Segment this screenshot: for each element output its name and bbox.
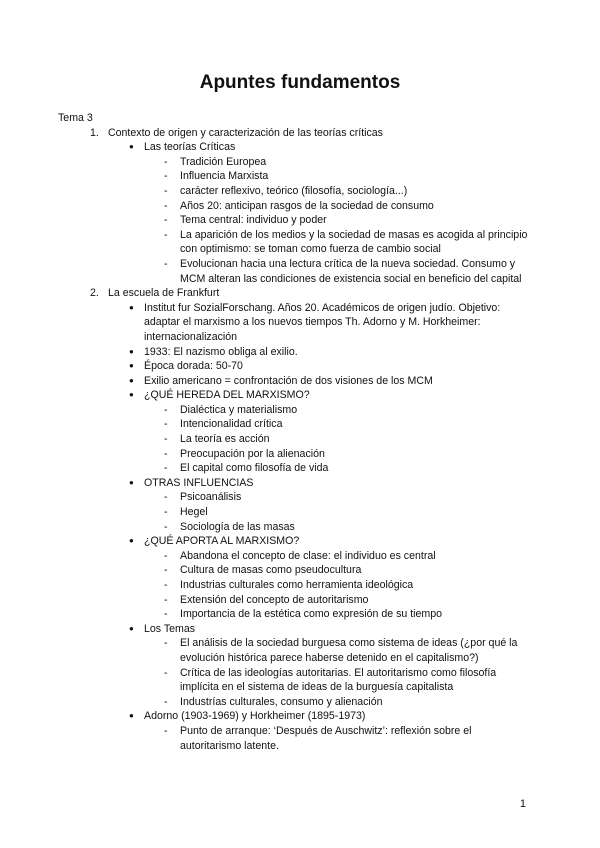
dash-text: Dialéctica y materialismo: [180, 403, 298, 416]
bullet-text: 1933: El nazismo obliga al exilio.: [144, 345, 298, 358]
numbered-item: [58, 286, 528, 301]
dash-text: Influencia Marxista: [180, 170, 269, 183]
dash-item: [58, 447, 528, 462]
bullet-text: Exilio americano = confrontación de dos visiones de los MCM: [144, 374, 433, 387]
dash-icon: -: [164, 257, 168, 270]
dash-text: Abandona el concepto de clase: el individuo es central: [180, 549, 436, 562]
bullet-text: Los Temas: [144, 622, 196, 635]
bullet-item: [58, 301, 528, 345]
item-number: 2.: [90, 287, 99, 300]
dash-text: carácter reflexivo, teórico (filosofía, sociología...): [180, 184, 408, 197]
dash-icon: -: [164, 564, 168, 577]
dash-text: Preocupación por la alienación: [180, 447, 325, 460]
dash-item: [58, 155, 528, 170]
dash-icon: -: [164, 506, 168, 519]
dash-icon: -: [164, 155, 168, 168]
dash-icon: -: [164, 228, 168, 241]
dash-item: [58, 724, 528, 753]
dash-text: Sociología de las masas: [180, 520, 295, 533]
dash-text: Hegel: [180, 506, 208, 519]
dash-icon: -: [164, 724, 168, 737]
dash-text: Industrías culturales, consumo y alienación: [180, 695, 383, 708]
bullet-text: Institut fur SozialForschang. Años 20. Académicos de origen judío. Objetivo: adaptar el marxismo a los nuevos tiempos Th. Adorno y M. Horkheimer: internacionalización: [144, 301, 501, 343]
dash-item: [58, 228, 528, 257]
dash-item: [58, 520, 528, 535]
bullet-text: Época dorada: 50-70: [144, 360, 243, 373]
dash-text: Importancia de la estética como expresión de su tiempo: [180, 608, 443, 621]
dash-item: [58, 549, 528, 564]
bullet-icon: ●: [129, 142, 134, 152]
dash-icon: -: [164, 491, 168, 504]
dash-text: Evolucionan hacia una lectura crítica de la nueva sociedad. Consumo y MCM alteran las condiciones de existencia social en beneficio del capital: [180, 257, 522, 285]
dash-text: Tradición Europea: [180, 155, 267, 168]
bullet-item: [58, 345, 528, 360]
dash-item: [58, 213, 528, 228]
bullet-icon: ●: [129, 346, 134, 356]
dash-item: [58, 169, 528, 184]
dash-icon: -: [164, 418, 168, 431]
bullet-item: [58, 140, 528, 155]
dash-item: [58, 432, 528, 447]
item-text: La escuela de Frankfurt: [108, 287, 220, 300]
bullet-text: OTRAS INFLUENCIAS: [144, 476, 254, 489]
bullet-item: [58, 359, 528, 374]
dash-item: [58, 184, 528, 199]
dash-item: [58, 578, 528, 593]
item-number: 1.: [90, 126, 99, 139]
dash-item: [58, 403, 528, 418]
dash-text: El capital como filosofía de vida: [180, 462, 329, 475]
bullet-text: Adorno (1903-1969) y Horkheimer (1895-1973): [144, 710, 366, 723]
dash-icon: -: [164, 549, 168, 562]
bullet-item: [58, 534, 528, 549]
dash-icon: -: [164, 403, 168, 416]
dash-item: [58, 636, 528, 665]
bullet-icon: ●: [129, 711, 134, 721]
dash-icon: -: [164, 447, 168, 460]
dash-text: La aparición de los medios y la sociedad de masas es acogida al principio con optimismo: se toman como fuerza de cambio social: [180, 228, 528, 256]
dash-text: Años 20: anticipan rasgos de la sociedad de consumo: [180, 199, 434, 212]
dash-text: Cultura de masas como pseudocultura: [180, 564, 362, 577]
dash-item: [58, 461, 528, 476]
bullet-item: [58, 476, 528, 491]
dash-text: Punto de arranque: ‘Después de Auschwitz’: reflexión sobre el autoritarismo latente.: [180, 724, 472, 752]
bullet-icon: ●: [129, 361, 134, 371]
dash-text: Extensión del concepto de autoritarismo: [180, 593, 369, 606]
dash-icon: -: [164, 637, 168, 650]
item-text: Contexto de origen y caracterización de las teorías críticas: [108, 126, 383, 139]
dash-icon: -: [164, 666, 168, 679]
dash-icon: -: [164, 579, 168, 591]
bullet-icon: ●: [129, 477, 134, 487]
bullet-icon: ●: [129, 302, 134, 312]
dash-item: [58, 417, 528, 432]
document-body: [58, 111, 528, 753]
bullet-text: Las teorías Críticas: [144, 141, 236, 154]
dash-icon: -: [164, 199, 168, 212]
dash-text: Tema central: individuo y poder: [180, 214, 327, 227]
dash-item: [58, 505, 528, 520]
outline: [58, 126, 528, 754]
dash-icon: -: [164, 695, 168, 708]
dash-text: Crítica de las ideologías autoritarias. El autoritarismo como filosofía implícita en el sistema de ideas de la burguesía capitalista: [180, 666, 497, 694]
bullet-item: [58, 709, 528, 724]
page-number: 1: [519, 798, 526, 810]
bullet-text: ¿QUÉ APORTA AL MARXISMO?: [144, 535, 300, 548]
dash-icon: -: [164, 608, 168, 621]
dash-item: [58, 593, 528, 608]
bullet-icon: ●: [129, 536, 134, 546]
dash-text: La teoría es acción: [180, 433, 270, 446]
document-title: Apuntes fundamentos: [199, 72, 401, 93]
section-heading: Tema 3: [58, 112, 93, 124]
dash-item: [58, 199, 528, 214]
dash-text: Industrias culturales como herramienta ideológica: [180, 579, 414, 591]
bullet-item: [58, 388, 528, 403]
dash-item: [58, 695, 528, 710]
dash-icon: -: [164, 593, 168, 606]
dash-icon: -: [164, 462, 168, 475]
dash-icon: -: [164, 214, 168, 227]
dash-text: Intencionalidad crítica: [180, 418, 283, 431]
dash-icon: -: [164, 520, 168, 533]
bullet-icon: ●: [129, 375, 134, 385]
dash-item: [58, 607, 528, 622]
dash-item: [58, 257, 528, 286]
dash-icon: -: [164, 433, 168, 446]
bullet-item: [58, 622, 528, 637]
dash-item: [58, 666, 528, 695]
dash-text: Psicoanálisis: [180, 491, 242, 504]
numbered-item: [58, 126, 528, 141]
dash-icon: -: [164, 184, 168, 197]
bullet-icon: ●: [129, 623, 134, 633]
bullet-text: ¿QUÉ HEREDA DEL MARXISMO?: [144, 389, 310, 402]
dash-icon: -: [164, 170, 168, 183]
dash-item: [58, 490, 528, 505]
dash-text: El análisis de la sociedad burguesa como sistema de ideas (¿por qué la evolución histórica parece haberse detenido en el capitalismo?): [180, 637, 518, 664]
dash-item: [58, 563, 528, 578]
bullet-icon: ●: [129, 390, 134, 400]
bullet-item: [58, 374, 528, 389]
